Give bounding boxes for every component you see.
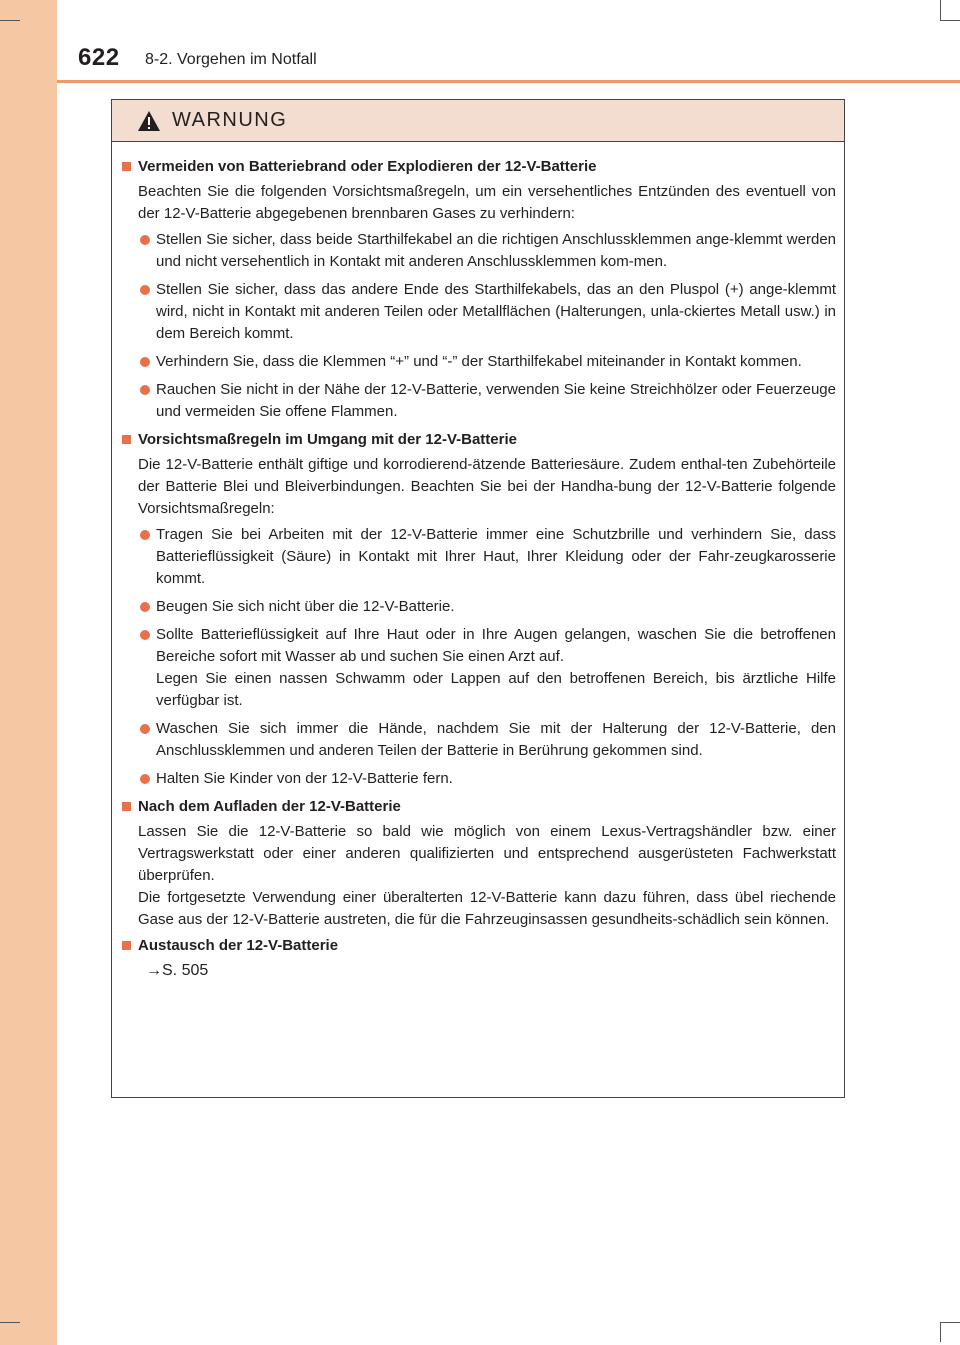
list-item (122, 524, 836, 590)
section-heading (122, 935, 836, 957)
section-battery-handling (122, 429, 836, 790)
list-item-text: Waschen Sie sich immer die Hände, nachdem Sie mit der Halterung der 12-V-Batterie, den Anschlussklemmen und anderen Teilen der Batterie in Berührung gekommen sind. (156, 720, 836, 759)
warning-triangle-icon (137, 110, 161, 132)
section-intro: Die 12-V-Batterie enthält giftige und korrodierend-ätzende Batteriesäure. Zudem enthal-ten Zubehörteile der Batterie Blei und Bleiverbindungen. Beachten Sie bei der Handha-bung der 12-V-Batterie folgende Vorsichtsmaßregeln: (138, 456, 836, 517)
warning-header (112, 100, 844, 142)
side-color-band (0, 0, 57, 1345)
warning-body (112, 142, 844, 982)
intro-text: Lassen Sie die 12-V-Batterie so bald wie möglich von einem Lexus-Vertragshändler bzw. einer Vertragswerkstatt oder einer anderen qualifizierten und entsprechend ausgerüsteten Fachwerkstatt überprüfen. (138, 823, 836, 884)
section-battery-fire (122, 156, 836, 423)
list-item (122, 768, 836, 790)
list-item (122, 596, 836, 618)
circle-bullet-icon (140, 235, 150, 245)
circle-bullet-icon (140, 530, 150, 540)
circle-bullet-icon (140, 630, 150, 640)
circle-bullet-icon (140, 357, 150, 367)
crop-mark (940, 20, 960, 21)
page-reference-link[interactable]: →S. 505 (146, 962, 209, 979)
warning-box (111, 99, 845, 1098)
warning-title: WARNUNG (172, 109, 288, 131)
list-item (122, 279, 836, 345)
crop-mark (940, 1322, 941, 1342)
list-item (122, 351, 836, 373)
crop-mark (940, 1322, 960, 1323)
list-item (122, 624, 836, 712)
list-item (122, 229, 836, 273)
section-intro (122, 821, 836, 931)
square-bullet-icon (122, 162, 131, 171)
list-item-text: Tragen Sie bei Arbeiten mit der 12-V-Batterie immer eine Schutzbrille und verhindern Sie, dass Batterieflüssigkeit (Säure) in Kontakt mit Ihrer Haut, Ihrer Kleidung oder der Fahr-zeugkarosserie kommt. (156, 526, 836, 587)
list-item-text: Halten Sie Kinder von der 12-V-Batterie fern. (156, 770, 453, 787)
crop-mark (940, 0, 941, 20)
list-item-text: Stellen Sie sicher, dass beide Starthilfekabel an die richtigen Anschlussklemmen ange-klemmt werden und nicht versehentlich in Kontakt mit anderen Anschlussklemmen kom-men. (156, 231, 836, 270)
circle-bullet-icon (140, 285, 150, 295)
section-intro: Beachten Sie die folgenden Vorsichtsmaßregeln, um ein versehentliches Entzünden des eventuell von der 12-V-Batterie abgegebenen brennbaren Gases zu verhindern: (138, 183, 836, 222)
section-heading (122, 156, 836, 178)
square-bullet-icon (122, 802, 131, 811)
list-item-text: Sollte Batterieflüssigkeit auf Ihre Haut oder in Ihre Augen gelangen, waschen Sie die betroffenen Bereiche sofort mit Wasser ab und suchen Sie einen Arzt auf. (156, 626, 836, 665)
crop-mark (0, 1322, 20, 1323)
section-after-charging (122, 796, 836, 931)
list-item-text: Rauchen Sie nicht in der Nähe der 12-V-Batterie, verwenden Sie keine Streichhölzer oder Feuerzeuge und vermeiden Sie offene Flammen. (156, 381, 836, 420)
list-item-extra-text: Legen Sie einen nassen Schwamm oder Lappen auf den betroffenen Bereich, bis ärztliche Hilfe verfügbar ist. (156, 670, 836, 709)
square-bullet-icon (122, 941, 131, 950)
crop-mark (0, 20, 20, 21)
list-item-text: Beugen Sie sich nicht über die 12-V-Batterie. (156, 598, 455, 615)
section-battery-replacement (122, 935, 836, 982)
intro-text-2: Die fortgesetzte Verwendung einer überalterten 12-V-Batterie kann dazu führen, dass übel riechende Gase aus der 12-V-Batterie austreten, die für die Fahrzeuginsassen gesundheits-schädlich sein können. (138, 889, 836, 928)
header-rule (57, 80, 960, 83)
section-title: 8-2. Vorgehen im Notfall (145, 51, 317, 68)
page-header (57, 0, 960, 82)
circle-bullet-icon (140, 602, 150, 612)
heading-text: Austausch der 12-V-Batterie (138, 937, 339, 954)
list-item (122, 379, 836, 423)
list-item-text: Verhindern Sie, dass die Klemmen “+” und “-” der Starthilfekabel miteinander in Kontakt kommen. (156, 353, 802, 370)
circle-bullet-icon (140, 774, 150, 784)
page-number: 622 (78, 44, 120, 71)
circle-bullet-icon (140, 385, 150, 395)
heading-text: Vermeiden von Batteriebrand oder Explodieren der 12-V-Batterie (138, 158, 597, 175)
heading-text: Vorsichtsmaßregeln im Umgang mit der 12-V-Batterie (138, 431, 517, 448)
section-heading (122, 429, 836, 451)
heading-text: Nach dem Aufladen der 12-V-Batterie (138, 798, 401, 815)
list-item (122, 718, 836, 762)
section-heading (122, 796, 836, 818)
circle-bullet-icon (140, 724, 150, 734)
square-bullet-icon (122, 435, 131, 444)
list-item-text: Stellen Sie sicher, dass das andere Ende des Starthilfekabels, das an den Pluspol (+) ange-klemmt wird, nicht in Kontakt mit anderen Teilen oder Metallflächen (Halterungen, unla-ckiertes Metall usw.) in dem Bereich kommt. (156, 281, 836, 342)
